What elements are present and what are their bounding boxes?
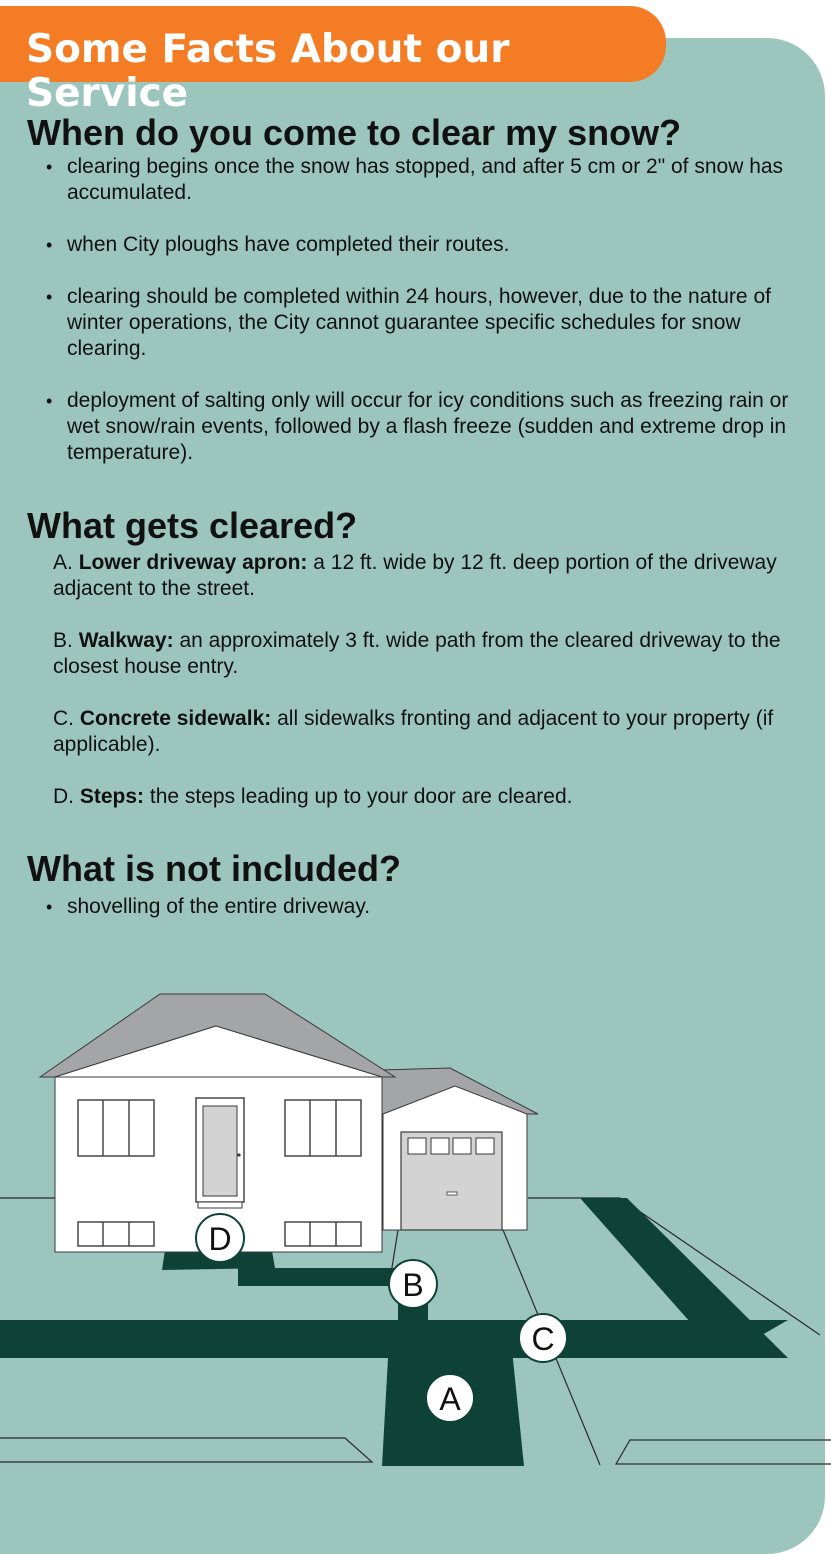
garage xyxy=(380,1068,538,1230)
cleared-item-c xyxy=(53,706,828,758)
item-term: Walkway: xyxy=(78,629,174,652)
item-letter: A. xyxy=(53,551,73,574)
section-heading-when: When do you come to clear my snow? xyxy=(27,112,682,153)
svg-text:A: A xyxy=(439,1381,461,1417)
marker-d xyxy=(196,1214,244,1262)
item-term: Concrete sidewalk: xyxy=(79,707,272,730)
section-heading-not: What is not included? xyxy=(27,848,401,889)
marker-a xyxy=(426,1374,474,1422)
item-letter: C. xyxy=(53,707,74,730)
item-term: Steps: xyxy=(79,785,145,808)
item-text: all sidewalks fronting and adjacent to your property (if applicable). xyxy=(53,707,774,756)
item-text: a 12 ft. wide by 12 ft. deep portion of the driveway adjacent to the street. xyxy=(53,551,777,600)
when-list xyxy=(44,154,814,466)
marker-b xyxy=(389,1260,437,1308)
list-item: • deployment of salting only will occur for icy conditions such as freezing rain or wet snow/rain events, followed by a flash freeze (sudden and extreme drop in temperature). xyxy=(44,388,814,466)
item-term: Lower driveway apron: xyxy=(78,551,308,574)
item-letter: B. xyxy=(53,629,73,652)
cleared-item-d xyxy=(53,784,828,810)
cleared-item-a xyxy=(53,550,828,602)
section-heading-what: What gets cleared? xyxy=(27,505,358,546)
page-title: Some Facts About our Service xyxy=(26,27,510,116)
list-item: • clearing begins once the snow has stopped, and after 5 cm or 2" of snow has accumulated. xyxy=(44,154,814,206)
svg-text:B: B xyxy=(402,1267,424,1303)
svg-text:C: C xyxy=(531,1321,555,1357)
list-item: • clearing should be completed within 24 hours, however, due to the nature of winter operations, the City cannot guarantee specific schedules for snow clearing. xyxy=(44,284,814,362)
header-banner xyxy=(0,6,666,116)
svg-text:D: D xyxy=(208,1221,232,1257)
list-item: • when City ploughs have completed their routes. xyxy=(44,232,814,258)
marker-c xyxy=(519,1314,567,1362)
house-illustration xyxy=(0,980,831,1480)
not-list xyxy=(44,894,814,920)
item-letter: D. xyxy=(53,785,74,808)
list-item: • shovelling of the entire driveway. xyxy=(44,894,814,920)
cleared-item-b xyxy=(53,628,828,680)
item-text: an approximately 3 ft. wide path from the cleared driveway to the closest house entry. xyxy=(53,629,781,678)
item-text: the steps leading up to your door are cleared. xyxy=(149,785,573,808)
